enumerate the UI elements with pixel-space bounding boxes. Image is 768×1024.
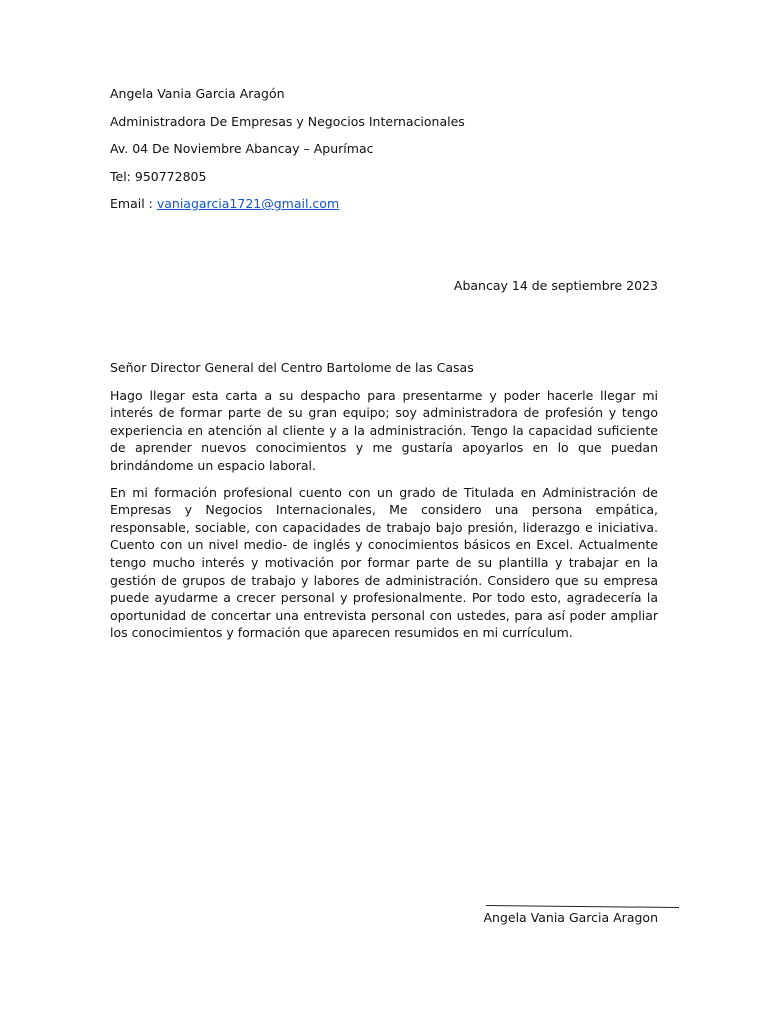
sender-name: Angela Vania Garcia Aragón	[110, 86, 285, 101]
email-link[interactable]: vaniagarcia1721@gmail.com	[156, 196, 340, 211]
signature-line	[486, 905, 679, 908]
sender-email-line	[110, 196, 658, 224]
sender-title: Administradora De Empresas y Negocios Internacionales	[110, 113, 465, 129]
sender-block	[110, 86, 658, 224]
paragraph-background: En mi formación profesional cuento con un grado de Titulada en Administración de Empresas y Negocios Internacionales, Me considero una persona empática, responsable, sociable, con capacidades de trabajo bajo presión, liderazgo e iniciativa. Cuento con un nivel medio- de inglés y conocimientos básicos en Excel. Actualmente tengo mucho interés y motivación por formar parte de su plantilla y trabajar en la gestión de grupos de trabajo y labores de administración. Considero que su empresa puede ayudarme a crecer personal y profesionalmente. Por todo esto, agradecería la oportunidad de concertar una entrevista personal con ustedes, para así poder ampliar los conocimientos y formación que aparecen resumidos en mi currículum.	[110, 484, 658, 641]
sender-address: Av. 04 De Noviembre Abancay – Apurímac	[110, 141, 374, 156]
email-label: Email :	[110, 196, 157, 211]
letter-body	[110, 359, 658, 651]
signature-name: Angela Vania Garcia Aragon	[483, 910, 658, 925]
letter-date: Abancay 14 de septiembre 2023	[453, 278, 658, 293]
paragraph-intro: Hago llegar esta carta a su despacho para presentarme y poder hacerle llegar mi interés de formar parte de su gran equipo; soy administradora de profesión y tengo experiencia en atención al cliente y a la administración. Tengo la capacidad suficiente de aprender nuevos conocimientos y me gustaría apoyarlos en lo que puedan brindándome un espacio laboral.	[110, 387, 658, 473]
sender-phone: Tel: 950772805	[110, 168, 207, 184]
salutation: Señor Director General del Centro Bartolome de las Casas	[110, 360, 474, 375]
